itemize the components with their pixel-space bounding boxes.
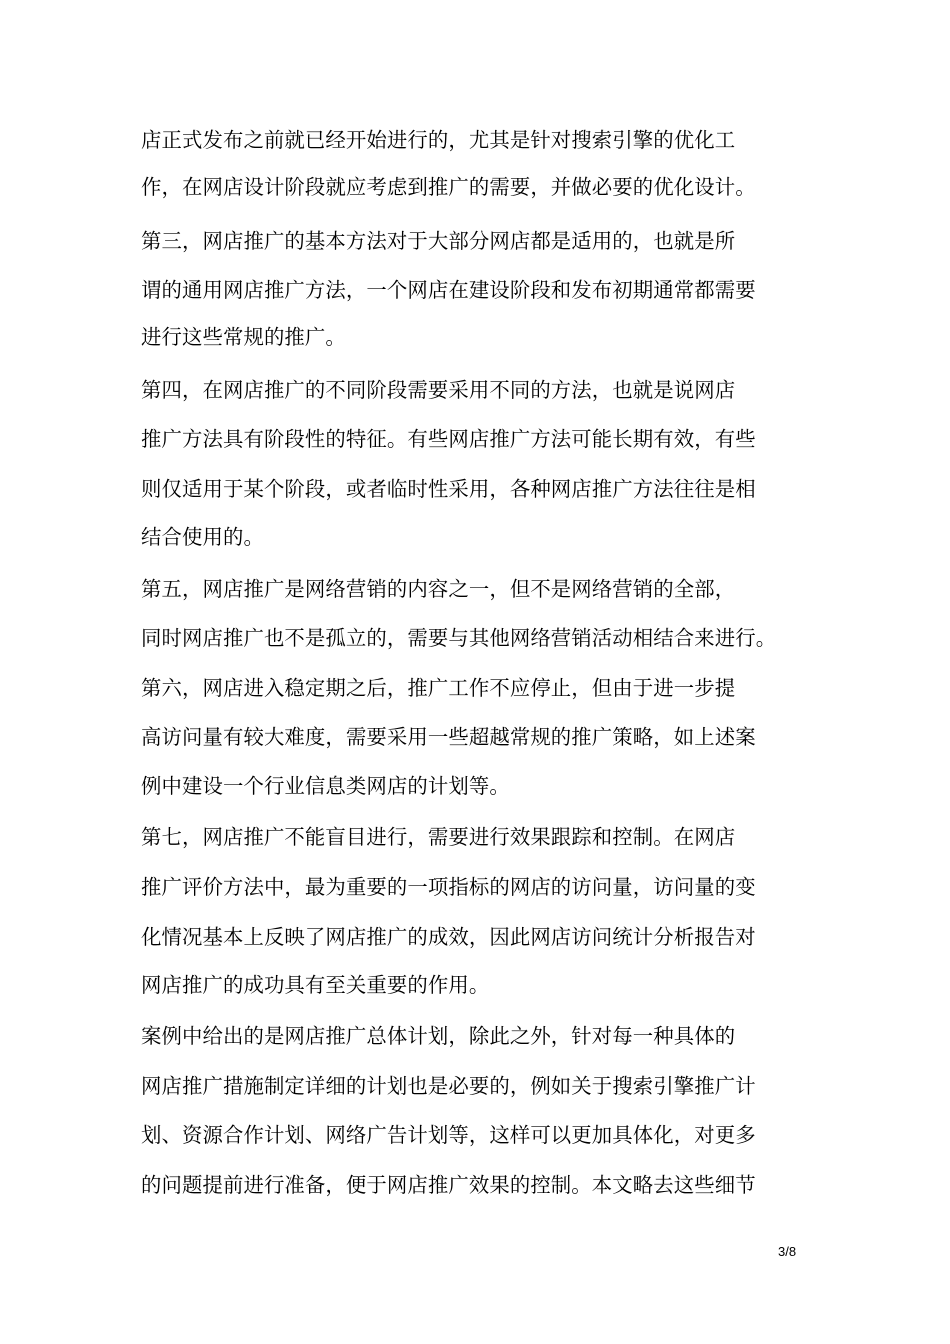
text-line: 第四，在网店推广的不同阶段需要采用不同的方法，也就是说网店 — [141, 378, 736, 402]
text-line: 网店推广措施制定详细的计划也是必要的，例如关于搜索引擎推广计 — [141, 1074, 756, 1098]
text-line: 案例中给出的是网店推广总体计划，除此之外，针对每一种具体的 — [141, 1024, 736, 1048]
text-line: 进行这些常规的推广。 — [141, 325, 346, 349]
text-line: 划、资源合作计划、网络广告计划等，这样可以更加具体化，对更多 — [141, 1123, 756, 1147]
text-line: 高访问量有较大难度，需要采用一些超越常规的推广策略，如上述案 — [141, 725, 756, 749]
text-line: 化情况基本上反映了网店推广的成效，因此网店访问统计分析报告对 — [141, 925, 756, 949]
text-line: 店正式发布之前就已经开始进行的，尤其是针对搜索引擎的优化工 — [141, 128, 736, 152]
text-line: 的问题提前进行准备，便于网店推广效果的控制。本文略去这些细节 — [141, 1173, 756, 1197]
text-line: 第七，网店推广不能盲目进行，需要进行效果跟踪和控制。在网店 — [141, 825, 736, 849]
text-line: 第六，网店进入稳定期之后，推广工作不应停止，但由于进一步提 — [141, 676, 736, 700]
text-line: 作，在网店设计阶段就应考虑到推广的需要，并做必要的优化设计。 — [141, 175, 756, 199]
text-line: 谓的通用网店推广方法，一个网店在建设阶段和发布初期通常都需要 — [141, 278, 756, 302]
text-line: 推广评价方法中，最为重要的一项指标的网店的访问量，访问量的变 — [141, 875, 756, 899]
text-line: 例中建设一个行业信息类网店的计划等。 — [141, 774, 510, 798]
page-number: 3/8 — [778, 1244, 797, 1259]
text-line: 同时网店推广也不是孤立的，需要与其他网络营销活动相结合来进行。 — [141, 626, 777, 650]
text-line: 则仅适用于某个阶段，或者临时性采用，各种网店推广方法往往是相 — [141, 477, 756, 501]
text-line: 推广方法具有阶段性的特征。有些网店推广方法可能长期有效，有些 — [141, 427, 756, 451]
text-line: 第五，网店推广是网络营销的内容之一，但不是网络营销的全部， — [141, 577, 736, 601]
text-line: 第三，网店推广的基本方法对于大部分网店都是适用的，也就是所 — [141, 229, 736, 253]
text-line: 结合使用的。 — [141, 525, 264, 549]
text-line: 网店推广的成功具有至关重要的作用。 — [141, 973, 490, 997]
